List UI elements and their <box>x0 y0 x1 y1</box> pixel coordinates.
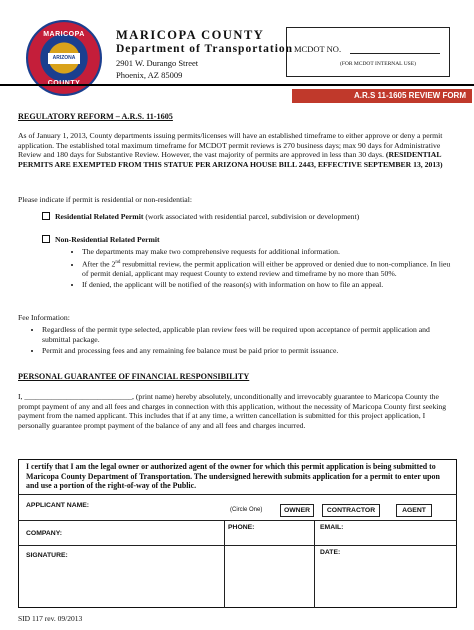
residential-exemption: (RESIDENTIAL PERMITS ARE EXEMPTED FROM THIS STATUE PER ARIZONA HOUSE BILL 2443, EFFECTIVE SEPTEMBER 13, 2013) <box>18 150 443 169</box>
certification-text: I certify that I am the legal owner or authorized agent of the owner for which this permit application is being submitted to Maricopa County Department of Transportation. The undersigned herewith submits application for a permit to enter upon and use a portion of the right-of-way of the Public. <box>26 462 440 491</box>
cert-right-divider <box>314 520 315 608</box>
non-residential-bullet-3: • If denied, the applicant will be notified of the reason(s) with information on how to file an appeal. <box>82 280 458 290</box>
regulatory-intro: As of January 1, 2013, County departments issuing permits/licenses will have an established timeframe to either approve or deny a permit application. The established total maximum timeframe for MCDOT permit reviews is 270 business days; max 90 days for Administrative Review and 180 days for Substantive Review. However, the vast majority of permits are approved in less than 30 days. <box>18 131 443 160</box>
email-label: EMAIL: <box>320 524 344 531</box>
phone-label: PHONE: <box>228 524 255 531</box>
cert-divider-2 <box>18 520 457 521</box>
fee-bullet-1: • Regardless of the permit type selected, applicable plan review fees will be required upon acceptance of permit application and submittal package. <box>42 325 458 344</box>
agency-address: 2901 W. Durango Street <box>116 58 199 68</box>
residential-note: (work associated with residential parcel, subdivision or development) <box>145 212 360 221</box>
agency-department: Department of Transportation <box>116 43 294 55</box>
mcdot-internal-note: (FOR MCDOT INTERNAL USE) <box>340 61 416 67</box>
non-residential-label: Non-Residential Related Permit <box>55 235 160 244</box>
non-residential-bullet-2: • After the 2nd resubmittal review, the permit application will either be approved or denied due to non-compliance. In lieu of permit denial, applicant may request County to extend review and timeframe by no more than 50%. <box>82 258 458 279</box>
cert-divider-1 <box>18 494 457 495</box>
role-owner[interactable]: OWNER <box>280 504 314 517</box>
role-agent[interactable]: AGENT <box>396 504 432 517</box>
non-residential-details <box>70 247 458 291</box>
fee-heading: Fee Information: <box>18 313 70 322</box>
signature-label: SIGNATURE: <box>26 552 68 559</box>
mcdot-number-label: MCDOT NO. <box>294 44 342 54</box>
indicate-instruction: Please indicate if permit is residential or non-residential: <box>18 195 192 204</box>
form-revision-footer: SID 117 rev. 09/2013 <box>18 614 83 623</box>
agency-county: MARICOPA COUNTY <box>116 28 265 42</box>
date-label: DATE: <box>320 549 341 556</box>
role-contractor[interactable]: CONTRACTOR <box>322 504 380 517</box>
fee-details <box>30 325 458 357</box>
company-label: COMPANY: <box>26 530 62 537</box>
non-residential-checkbox[interactable] <box>42 235 50 243</box>
non-residential-bullet-1: • The departments may make two comprehensive requests for additional information. <box>82 247 458 257</box>
regulatory-paragraph <box>18 131 458 169</box>
circle-one-hint: (Circle One) <box>230 507 263 513</box>
guarantee-text: I, ____________________________, (print name) hereby absolutely, unconditionally and irrevocably guarantee to Maricopa County the prompt payment of any and all fees and charges in connection with this application, without the necessity of Maricopa County first seeking payment from the named applicant. This includes that if at any time, a written cancellation is submitted for this project application, I personally guarantee prompt payment of the balance of any and all fees and charges incurred. <box>18 392 447 430</box>
residential-label: Residential Related Permit <box>55 212 144 221</box>
applicant-name-label: APPLICANT NAME: <box>26 502 90 509</box>
regulatory-heading: REGULATORY REFORM – A.R.S. 11-1605 <box>18 112 173 121</box>
guarantee-heading: PERSONAL GUARANTEE OF FINANCIAL RESPONSIBILITY <box>18 372 250 381</box>
non-residential-option[interactable] <box>42 235 462 245</box>
header-divider <box>0 84 474 86</box>
residential-option[interactable] <box>42 212 462 222</box>
residential-checkbox[interactable] <box>42 212 50 220</box>
cert-divider-3 <box>18 545 457 546</box>
seal-center-word: ARIZONA <box>48 53 80 64</box>
form-title: A.R.S 11-1605 REVIEW FORM <box>292 89 472 103</box>
seal-top-word: MARICOPA <box>43 31 85 38</box>
mcdot-number-field[interactable] <box>350 53 440 54</box>
fee-bullet-2: • Permit and processing fees and any remaining fee balance must be paid prior to permit issuance. <box>42 346 458 356</box>
cert-center-divider <box>224 520 225 608</box>
agency-city: Phoenix, AZ 85009 <box>116 70 183 80</box>
